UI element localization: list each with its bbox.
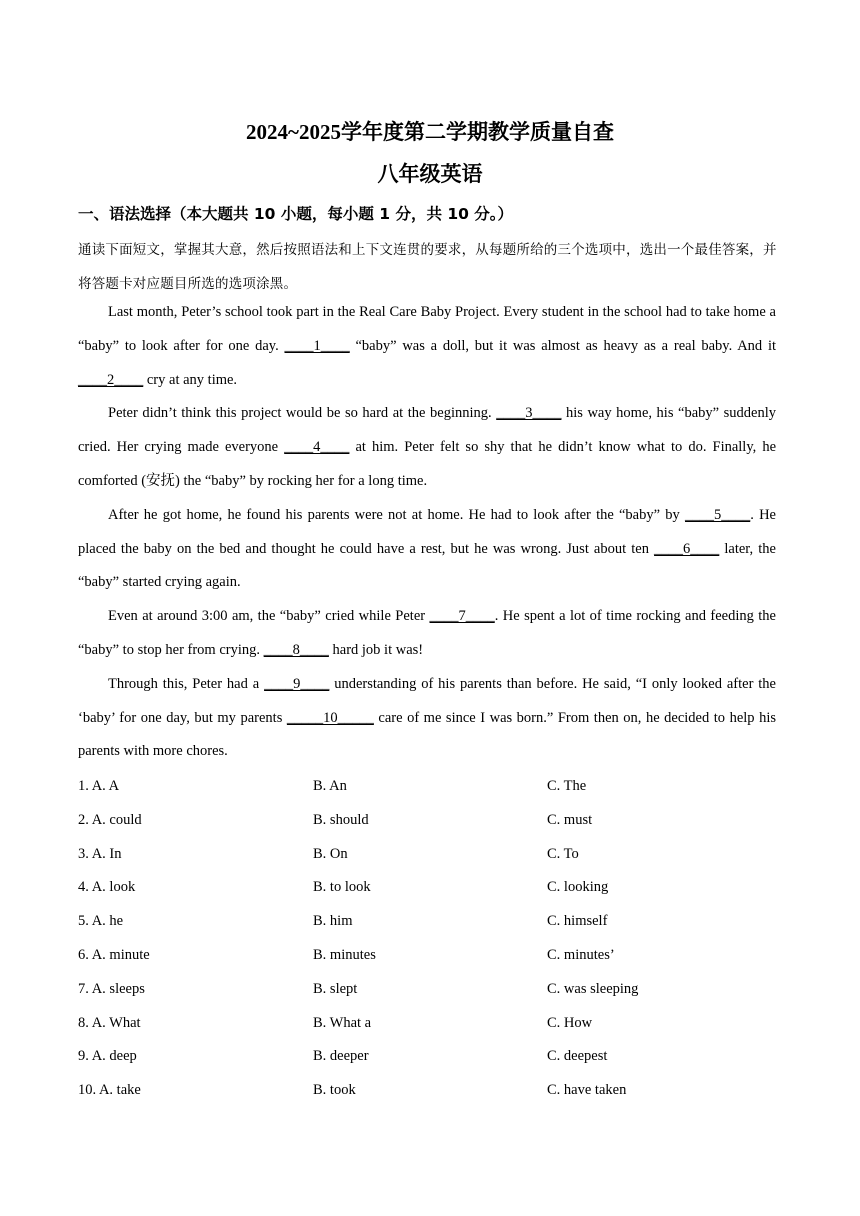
option-row-2 bbox=[78, 804, 778, 838]
passage-text: hard job it was! bbox=[328, 641, 424, 658]
passage-paragraph-3 bbox=[78, 499, 776, 600]
blank-3: ____3____ bbox=[496, 405, 562, 422]
option-a: 4. A. look bbox=[78, 879, 136, 896]
option-c: C. looking bbox=[547, 879, 609, 896]
blank-5: ____5____ bbox=[685, 506, 751, 523]
passage-text: his way home, his “baby” suddenly cried. Her crying made everyone bbox=[78, 405, 776, 456]
passage-text: . He placed the baby on the bed and thought he could have a rest, but he was wrong. Just about ten bbox=[78, 506, 776, 557]
passage-text: . He spent a lot of time rocking and feeding the “baby” to stop her from crying. bbox=[78, 608, 776, 658]
passage-text: care of me since I was born.” From then on, he decided to help his parents with more chores. bbox=[78, 709, 776, 760]
blank-1: ____1____ bbox=[284, 337, 350, 354]
passage-text: Peter didn’t think this project would be so hard at the beginning. bbox=[108, 405, 497, 422]
option-b: B. On bbox=[313, 845, 348, 862]
option-a: 1. A. A bbox=[78, 778, 120, 794]
blank-6: ____6____ bbox=[654, 540, 720, 557]
option-a: 6. A. minute bbox=[78, 946, 150, 963]
option-a: 7. A. sleeps bbox=[78, 980, 145, 997]
page-subtitle: 八年级英语 bbox=[377, 162, 483, 186]
blank-10: _____10_____ bbox=[286, 709, 374, 726]
passage-text: After he got home, he found his parents were not at home. He had to look after the “baby” by bbox=[108, 506, 685, 523]
option-b: B. slept bbox=[313, 980, 358, 997]
passage-text: cry at any time. bbox=[143, 371, 238, 388]
option-a: 3. A. In bbox=[78, 845, 122, 862]
section-heading: 一、语法选择（本大题共 10 小题，每小题 1 分，共 10 分。） bbox=[78, 205, 514, 223]
option-row-7 bbox=[78, 973, 778, 1007]
passage-text: Last month, Peter’s school took part in the Real Care Baby Project. Every student in the school had to take home a “baby” to look after for one day. bbox=[78, 304, 776, 354]
option-b: B. him bbox=[313, 913, 353, 930]
option-row-3 bbox=[78, 838, 778, 872]
option-b: B. took bbox=[313, 1082, 356, 1099]
option-row-1 bbox=[78, 770, 778, 804]
option-row-10 bbox=[78, 1074, 778, 1108]
blank-8: ____8____ bbox=[263, 641, 329, 658]
passage-text: Through this, Peter had a bbox=[108, 675, 265, 692]
option-row-8 bbox=[78, 1007, 778, 1041]
passage-text: “baby” was a doll, but it was almost as heavy as a real baby. And it bbox=[349, 337, 776, 354]
option-c: C. was sleeping bbox=[547, 980, 639, 997]
option-b: B. minutes bbox=[313, 946, 376, 963]
option-b: B. to look bbox=[313, 879, 371, 896]
option-c: C. must bbox=[547, 811, 593, 828]
passage-text: later, the “baby” started crying again. bbox=[78, 540, 776, 591]
option-row-5 bbox=[78, 905, 778, 939]
passage-text: at him. Peter felt so shy that he didn’t know what to do. Finally, he comforted (安抚) the “baby” by rocking her for a long time. bbox=[78, 439, 777, 489]
option-c: C. deepest bbox=[547, 1048, 608, 1065]
passage-paragraph-2 bbox=[78, 397, 776, 498]
passage-text: Even at around 3:00 am, the “baby” cried while Peter bbox=[108, 608, 430, 625]
passage-paragraph-1 bbox=[78, 296, 776, 397]
option-a: 10. A. take bbox=[78, 1082, 141, 1099]
option-c: C. To bbox=[547, 845, 579, 862]
option-c: C. have taken bbox=[547, 1082, 627, 1099]
option-a: 9. A. deep bbox=[78, 1048, 137, 1065]
option-b: B. deeper bbox=[313, 1048, 369, 1065]
section-instructions: 通读下面短文，掌握其大意，然后按照语法和上下文连贯的要求，从每题所给的三个选项中，选出一个最佳答案，并将答题卡对应题目所选的选项涂黑。 bbox=[78, 242, 777, 292]
passage-paragraph-4 bbox=[78, 600, 776, 668]
option-c: C. The bbox=[547, 778, 587, 794]
option-c: C. minutes’ bbox=[547, 946, 615, 963]
option-row-6 bbox=[78, 939, 778, 973]
option-row-4 bbox=[78, 871, 778, 905]
blank-4: ____4____ bbox=[284, 439, 350, 456]
option-c: C. himself bbox=[547, 913, 608, 930]
option-b: B. What a bbox=[313, 1014, 372, 1031]
option-a: 5. A. he bbox=[78, 913, 124, 930]
answer-options bbox=[78, 770, 778, 1108]
option-a: 8. A. What bbox=[78, 1014, 141, 1031]
page-title: 2024~2025学年度第二学期教学质量自查 bbox=[246, 120, 614, 144]
blank-7: ____7____ bbox=[429, 608, 495, 625]
option-b: B. An bbox=[313, 778, 347, 794]
blank-9: ____9____ bbox=[264, 675, 330, 692]
option-row-9 bbox=[78, 1040, 778, 1074]
blank-2: ____2____ bbox=[78, 371, 144, 388]
option-c: C. How bbox=[547, 1014, 593, 1031]
passage-paragraph-5 bbox=[78, 668, 776, 769]
passage-text: understanding of his parents than before. He said, “I only looked after the ‘baby’ for one day, but my parents bbox=[78, 675, 776, 726]
option-b: B. should bbox=[313, 811, 369, 828]
option-a: 2. A. could bbox=[78, 811, 142, 828]
reading-passage bbox=[78, 296, 776, 769]
